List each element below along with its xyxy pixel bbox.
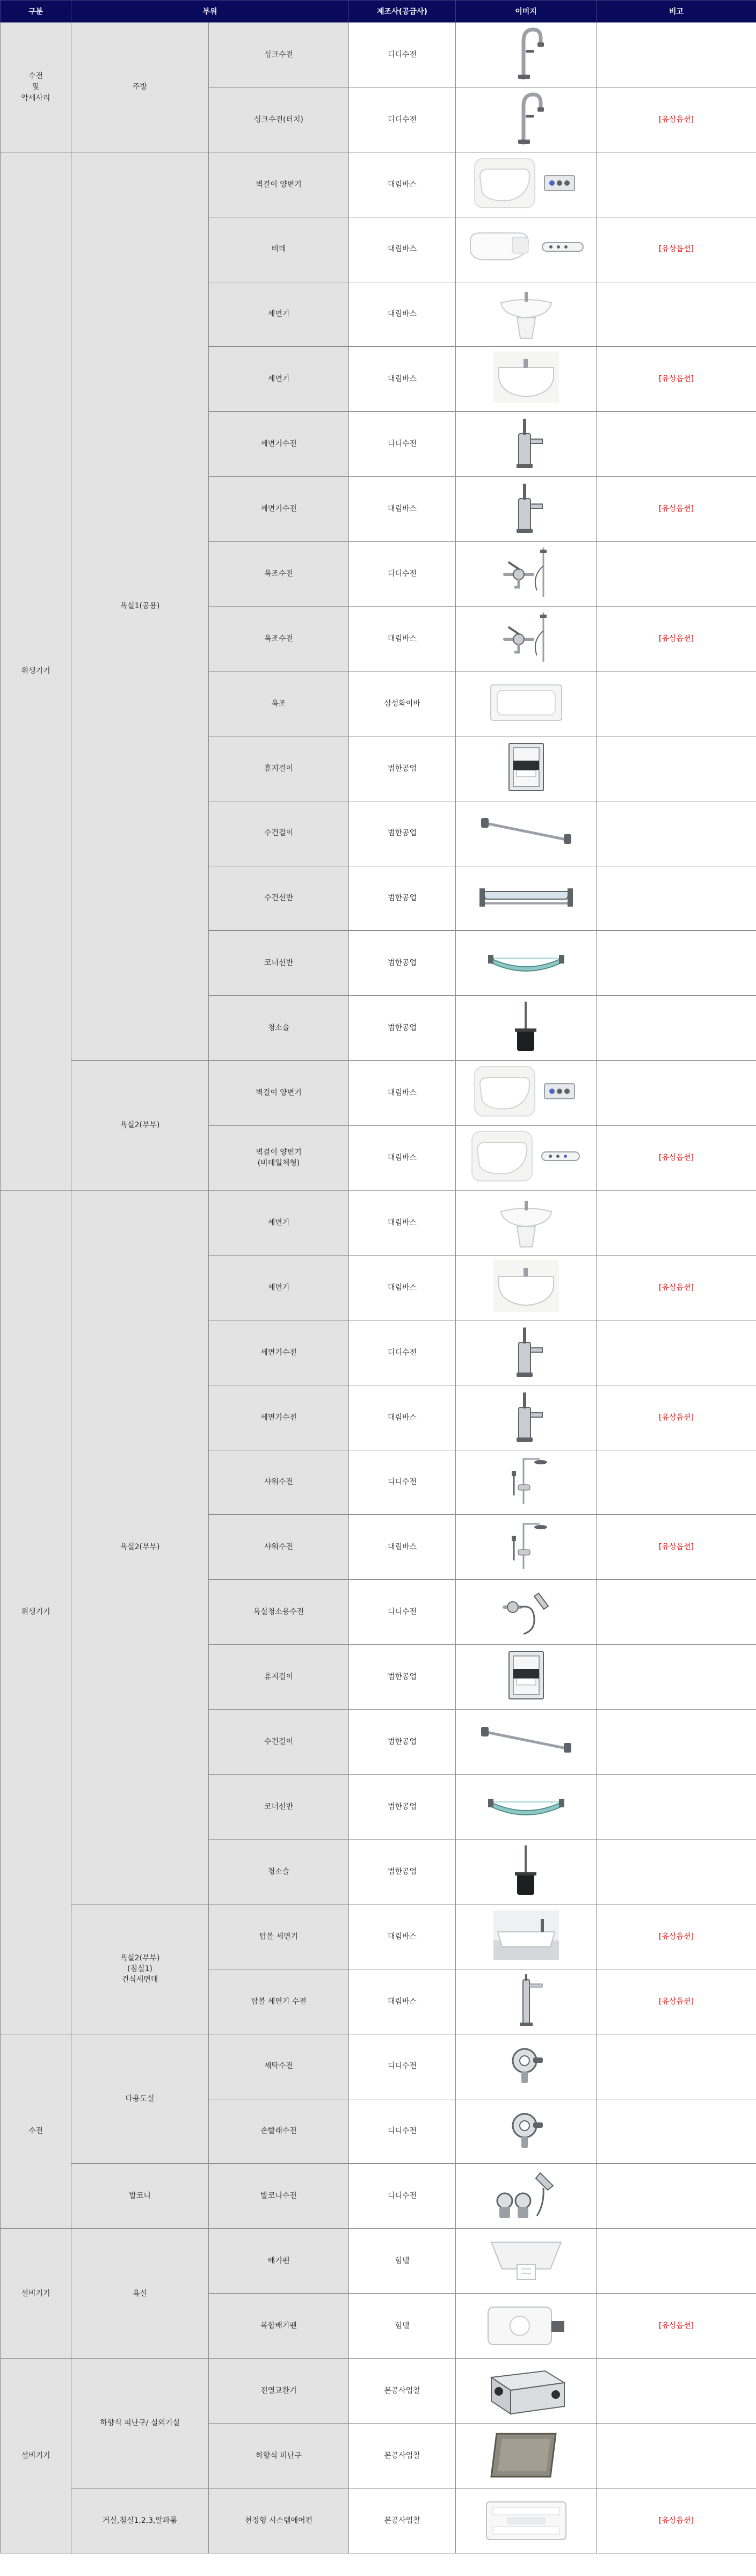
maker-cell: 범한공업 (349, 736, 456, 801)
item-name-cell: 세면기 (209, 282, 349, 347)
table-row (1, 2229, 756, 2294)
item-name-cell: 비데 (209, 217, 349, 282)
note-cell (597, 2423, 756, 2488)
wall-washbasin-icon (456, 349, 596, 408)
product-image-cell (456, 477, 597, 542)
category-cell: 설비기기 (1, 2359, 71, 2553)
location-cell: 발코니 (71, 2164, 209, 2229)
maker-cell: 범한공업 (349, 866, 456, 931)
note-cell (597, 282, 756, 347)
product-image-cell (456, 2423, 597, 2488)
maker-cell: 본공사입찰 (349, 2359, 456, 2424)
note-cell (597, 152, 756, 217)
maker-cell: 디디수전 (349, 2099, 456, 2164)
header-maker: 제조사(공급사) (349, 1, 456, 23)
category-cell: 수전 (1, 2034, 71, 2229)
item-name-cell: 세면기수전 (209, 477, 349, 542)
bidet-icon (456, 229, 596, 269)
product-image-cell (456, 412, 597, 477)
table-row (1, 2488, 756, 2553)
bath-faucet-icon (456, 609, 596, 668)
maker-cell: 범한공업 (349, 801, 456, 866)
product-image-cell (456, 1126, 597, 1191)
product-image-cell (456, 996, 597, 1061)
note-cell (597, 2034, 756, 2099)
note-cell (597, 1061, 756, 1126)
category-cell: 수전 및 악세사리 (1, 23, 71, 152)
note-cell (597, 2229, 756, 2294)
product-image-cell (456, 1061, 597, 1126)
maker-cell: 대림바스 (349, 1255, 456, 1320)
product-image-cell (456, 1839, 597, 1904)
product-image-cell (456, 2359, 597, 2424)
note-cell (597, 1775, 756, 1840)
exhaust-fan-icon (456, 2231, 596, 2290)
item-name-cell: 탑볼 세면기 수전 (209, 1969, 349, 2034)
maker-cell: 범한공업 (349, 1839, 456, 1904)
maker-cell: 디디수전 (349, 1320, 456, 1385)
item-name-cell: 코너선반 (209, 931, 349, 996)
product-image-cell (456, 1320, 597, 1385)
location-cell: 다용도실 (71, 2034, 209, 2164)
note-cell (597, 23, 756, 87)
location-cell: 거실,침실1,2,3,알파룸 (71, 2488, 209, 2553)
location-cell: 욕실 (71, 2229, 209, 2359)
item-name-cell: 천정형 시스템에어컨 (209, 2488, 349, 2553)
product-image-cell (456, 1255, 597, 1320)
category-cell: 위생기기 (1, 1191, 71, 2034)
maker-cell: 범한공업 (349, 1710, 456, 1775)
note-cell (597, 736, 756, 801)
product-image-cell (456, 931, 597, 996)
location-cell: 욕실2(부부) (침실1) 건식세면대 (71, 1904, 209, 2034)
note-cell (597, 2099, 756, 2164)
header-category: 구분 (1, 1, 71, 23)
item-name-cell: 세면기 (209, 1191, 349, 1256)
balcony-faucet-icon (456, 2166, 596, 2225)
note-cell (597, 542, 756, 607)
note-cell: [유상옵션] (597, 1126, 756, 1191)
basin-faucet-icon (456, 414, 596, 473)
product-image-cell (456, 736, 597, 801)
product-image-cell (456, 2294, 597, 2359)
item-name-cell: 세면기수전 (209, 1320, 349, 1385)
bath-faucet-icon (456, 544, 596, 603)
bathtub-icon (456, 681, 596, 727)
location-cell: 욕실1(공용) (71, 152, 209, 1060)
location-cell: 주방 (71, 23, 209, 152)
maker-cell: 범한공업 (349, 931, 456, 996)
item-name-cell: 욕조수전 (209, 607, 349, 672)
maker-cell: 힘델 (349, 2294, 456, 2359)
item-name-cell: 배기팬 (209, 2229, 349, 2294)
sink-faucet-icon (456, 25, 596, 84)
maker-cell: 대림바스 (349, 1385, 456, 1450)
escape-hatch-icon (456, 2426, 596, 2485)
category-cell: 설비기기 (1, 2229, 71, 2359)
header-note: 비고 (597, 1, 756, 23)
item-name-cell: 세탁수전 (209, 2034, 349, 2099)
note-cell (597, 1710, 756, 1775)
product-image-cell (456, 2488, 597, 2553)
table-row (1, 2034, 756, 2099)
item-name-cell: 수건선반 (209, 866, 349, 931)
item-name-cell: 코너선반 (209, 1775, 349, 1840)
note-cell: [유상옵션] (597, 347, 756, 412)
combo-fan-icon (456, 2296, 596, 2355)
maker-cell: 디디수전 (349, 23, 456, 87)
maker-cell: 대림바스 (349, 1061, 456, 1126)
sink-faucet-icon (456, 90, 596, 149)
table-row (1, 1904, 756, 1969)
product-image-cell (456, 347, 597, 412)
note-cell (597, 866, 756, 931)
towel-bar-icon (456, 813, 596, 853)
maker-cell: 디디수전 (349, 542, 456, 607)
product-image-cell (456, 542, 597, 607)
wall-toilet-icon (456, 155, 596, 214)
product-image-cell (456, 866, 597, 931)
note-cell (597, 671, 756, 736)
maker-cell: 디디수전 (349, 2034, 456, 2099)
item-name-cell: 손빨래수전 (209, 2099, 349, 2164)
product-image-cell (456, 1969, 597, 2034)
note-cell: [유상옵션] (597, 2488, 756, 2553)
washbasin-icon (456, 284, 596, 344)
maker-cell: 디디수전 (349, 412, 456, 477)
note-cell: [유상옵션] (597, 1255, 756, 1320)
note-cell: [유상옵션] (597, 2294, 756, 2359)
item-name-cell: 발코니수전 (209, 2164, 349, 2229)
category-cell: 위생기기 (1, 152, 71, 1190)
maker-cell: 대림바스 (349, 217, 456, 282)
towel-bar-icon (456, 1721, 596, 1762)
table-row (1, 152, 756, 217)
product-image-cell (456, 2164, 597, 2229)
note-cell (597, 801, 756, 866)
laundry-faucet-icon (456, 2105, 596, 2157)
note-cell (597, 931, 756, 996)
note-cell: [유상옵션] (597, 1385, 756, 1450)
header-image: 이미지 (456, 1, 597, 23)
maker-cell: 디디수전 (349, 1580, 456, 1645)
table-row (1, 2359, 756, 2424)
product-image-cell (456, 1515, 597, 1580)
vessel-basin-icon (456, 1907, 596, 1966)
note-cell (597, 412, 756, 477)
location-cell: 욕실2(부부) (71, 1061, 209, 1191)
item-name-cell: 싱크수전(터치) (209, 87, 349, 152)
item-name-cell: 휴지걸이 (209, 1645, 349, 1710)
item-name-cell: 탑볼 세면기 (209, 1904, 349, 1969)
note-cell: [유상옵션] (597, 1515, 756, 1580)
item-name-cell: 휴지걸이 (209, 736, 349, 801)
product-image-cell (456, 152, 597, 217)
corner-shelf-icon (456, 1784, 596, 1830)
product-image-cell (456, 1904, 597, 1969)
wall-washbasin-icon (456, 1258, 596, 1317)
maker-cell: 대림바스 (349, 282, 456, 347)
note-cell: [유상옵션] (597, 607, 756, 672)
paper-holder-icon (456, 740, 596, 797)
table-row (1, 23, 756, 87)
maker-cell: 본공사입찰 (349, 2488, 456, 2553)
note-cell (597, 2164, 756, 2229)
shower-set-icon (456, 1453, 596, 1512)
location-cell: 하향식 피난구/ 실외기실 (71, 2359, 209, 2489)
table-row (1, 1061, 756, 1126)
item-name-cell: 세면기수전 (209, 1385, 349, 1450)
item-name-cell: 전열교환기 (209, 2359, 349, 2424)
maker-cell: 범한공업 (349, 996, 456, 1061)
product-image-cell (456, 1450, 597, 1515)
basin-faucet-icon (456, 1323, 596, 1382)
toilet-brush-icon (456, 1842, 596, 1901)
item-name-cell: 욕조 (209, 671, 349, 736)
maker-cell: 대림바스 (349, 607, 456, 672)
note-cell: [유상옵션] (597, 1904, 756, 1969)
maker-cell: 본공사입찰 (349, 2423, 456, 2488)
product-image-cell (456, 1775, 597, 1840)
wall-toilet-icon (456, 1063, 596, 1122)
table-row (1, 1191, 756, 1256)
note-cell: [유상옵션] (597, 477, 756, 542)
corner-shelf-icon (456, 940, 596, 986)
item-name-cell: 세면기 (209, 1255, 349, 1320)
toilet-brush-icon (456, 998, 596, 1057)
item-name-cell: 샤워수전 (209, 1450, 349, 1515)
table-row (1, 2164, 756, 2229)
heat-exchanger-icon (456, 2361, 596, 2420)
maker-cell: 대림바스 (349, 1904, 456, 1969)
product-image-cell (456, 1385, 597, 1450)
note-cell (597, 1580, 756, 1645)
item-name-cell: 세면기 (209, 347, 349, 412)
product-image-cell (456, 607, 597, 672)
note-cell (597, 1320, 756, 1385)
paper-holder-icon (456, 1648, 596, 1705)
product-image-cell (456, 801, 597, 866)
maker-cell: 대림바스 (349, 477, 456, 542)
basin-faucet-icon (456, 1388, 596, 1447)
product-image-cell (456, 23, 597, 87)
item-name-cell: 벽걸이 양변기 (209, 1061, 349, 1126)
item-name-cell: 청소솔 (209, 996, 349, 1061)
item-name-cell: 복합배기팬 (209, 2294, 349, 2359)
product-image-cell (456, 1580, 597, 1645)
product-image-cell (456, 282, 597, 347)
maker-cell: 대림바스 (349, 347, 456, 412)
item-name-cell: 세면기수전 (209, 412, 349, 477)
note-cell (597, 1191, 756, 1256)
header-row (1, 1, 756, 23)
maker-cell: 대림바스 (349, 1191, 456, 1256)
item-name-cell: 욕조수전 (209, 542, 349, 607)
maker-cell: 힘델 (349, 2229, 456, 2294)
maker-cell: 대림바스 (349, 1126, 456, 1191)
maker-cell: 대림바스 (349, 1969, 456, 2034)
maker-cell: 범한공업 (349, 1645, 456, 1710)
note-cell (597, 1450, 756, 1515)
note-cell (597, 2359, 756, 2424)
ceiling-ac-icon (456, 2491, 596, 2550)
item-name-cell: 청소솔 (209, 1839, 349, 1904)
note-cell: [유상옵션] (597, 87, 756, 152)
product-image-cell (456, 1710, 597, 1775)
note-cell (597, 1839, 756, 1904)
maker-cell: 삼성화이바 (349, 671, 456, 736)
cleaning-faucet-icon (456, 1582, 596, 1641)
basin-faucet-icon (456, 479, 596, 538)
bidet-toilet-icon (456, 1128, 596, 1187)
maker-cell: 대림바스 (349, 152, 456, 217)
item-name-cell: 벽걸이 양변기 (209, 152, 349, 217)
washbasin-icon (456, 1193, 596, 1252)
shower-set-icon (456, 1517, 596, 1577)
item-name-cell: 수건걸이 (209, 801, 349, 866)
product-image-cell (456, 217, 597, 282)
product-image-cell (456, 87, 597, 152)
header-location: 부위 (71, 1, 349, 23)
location-cell: 욕실2(부부) (71, 1191, 209, 1904)
item-name-cell: 하향식 피난구 (209, 2423, 349, 2488)
item-name-cell: 싱크수전 (209, 23, 349, 87)
item-name-cell: 수건걸이 (209, 1710, 349, 1775)
towel-shelf-icon (456, 878, 596, 918)
note-cell (597, 996, 756, 1061)
laundry-faucet-icon (456, 2040, 596, 2092)
note-cell: [유상옵션] (597, 217, 756, 282)
product-image-cell (456, 2229, 597, 2294)
product-image-cell (456, 671, 597, 736)
product-image-cell (456, 1645, 597, 1710)
maker-cell: 디디수전 (349, 1450, 456, 1515)
maker-cell: 디디수전 (349, 87, 456, 152)
note-cell (597, 1645, 756, 1710)
maker-cell: 범한공업 (349, 1775, 456, 1840)
item-name-cell: 욕실청소용수전 (209, 1580, 349, 1645)
item-name-cell: 벽걸이 양변기 (비데일체형) (209, 1126, 349, 1191)
item-name-cell: 샤워수전 (209, 1515, 349, 1580)
tall-faucet-icon (456, 1972, 596, 2031)
maker-cell: 디디수전 (349, 2164, 456, 2229)
note-cell: [유상옵션] (597, 1969, 756, 2034)
product-image-cell (456, 2034, 597, 2099)
product-image-cell (456, 1191, 597, 1256)
product-image-cell (456, 2099, 597, 2164)
maker-cell: 대림바스 (349, 1515, 456, 1580)
